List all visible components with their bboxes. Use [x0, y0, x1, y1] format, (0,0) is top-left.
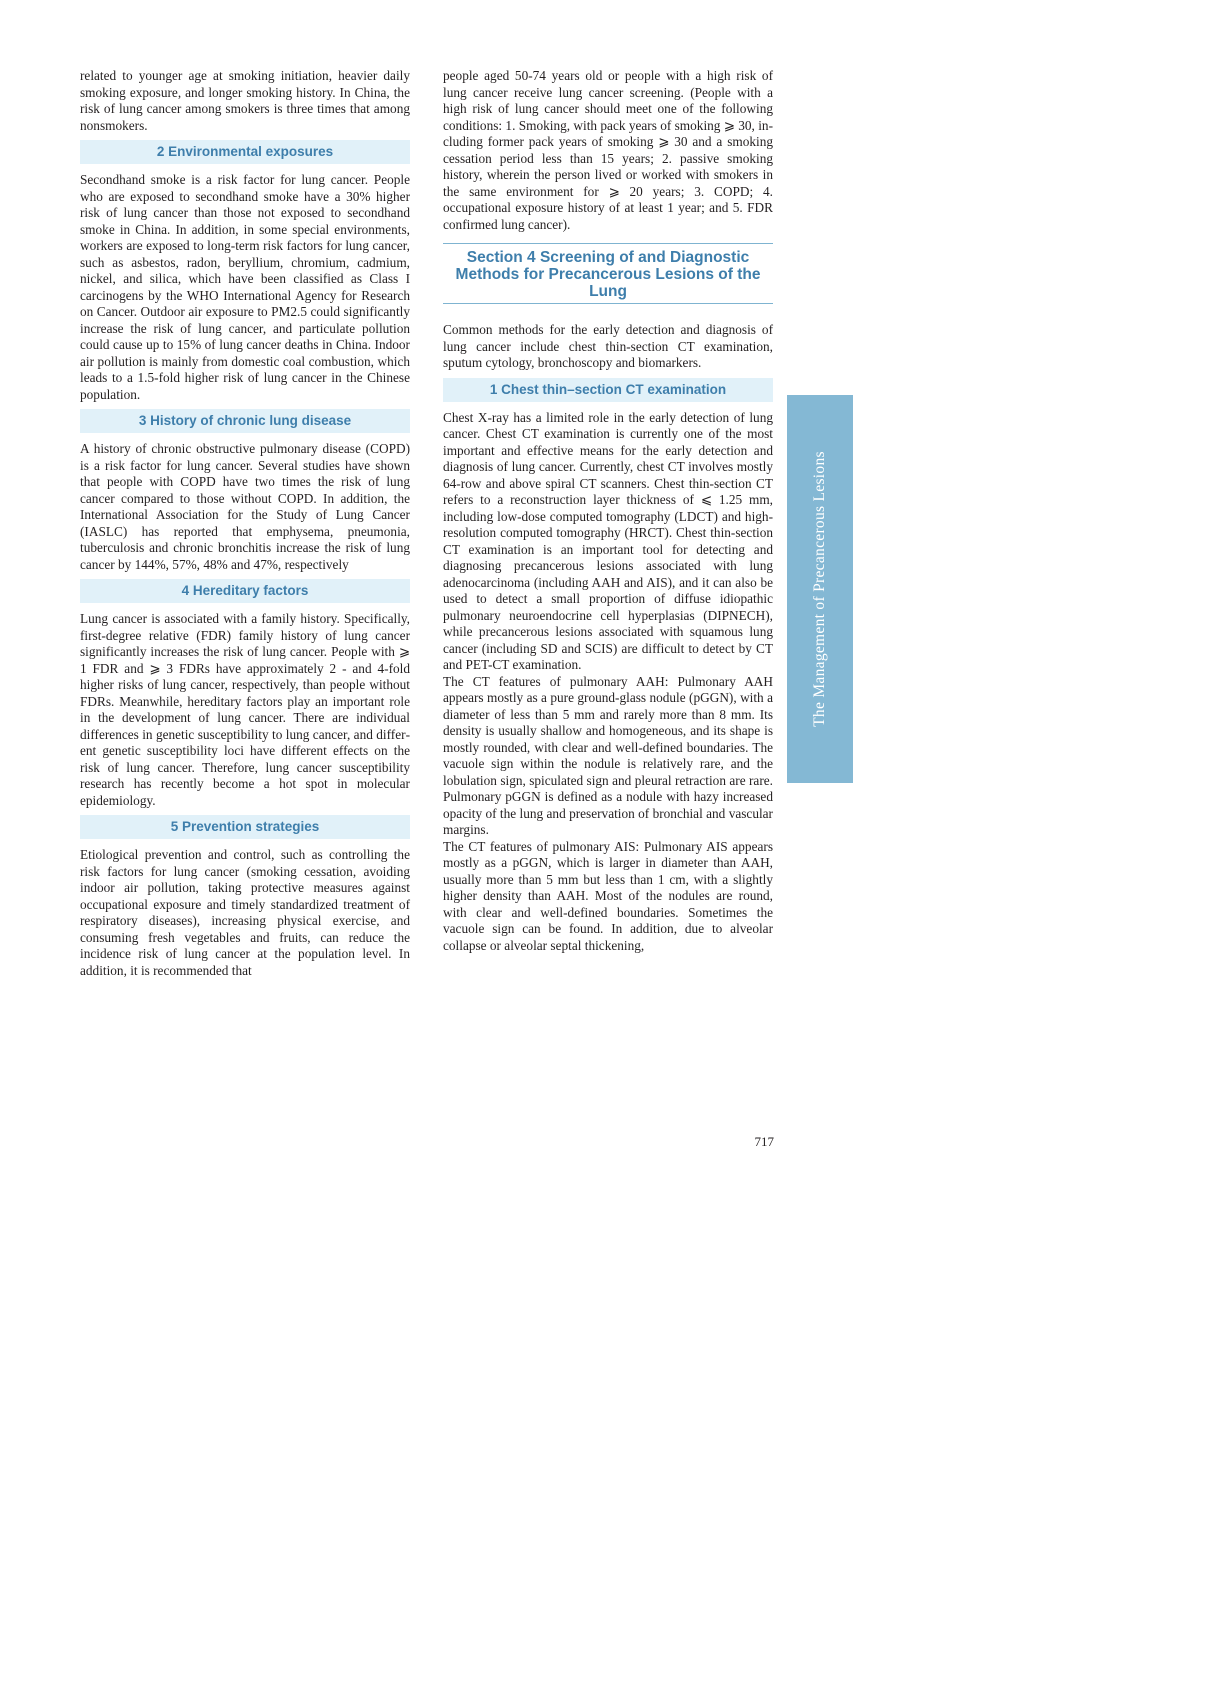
heading-prevention-strategies: 5 Prevention strategies: [80, 815, 410, 839]
side-tab: [787, 395, 853, 783]
heading-hereditary-factors: 4 Hereditary factors: [80, 579, 410, 603]
right-column: [443, 68, 773, 954]
left-intro-paragraph: related to younger age at smoking initiation, heavier daily smoking exposure, and longer smoking history. In China, the risk of lung cancer among smokers is three times that among nonsmokers.: [80, 68, 410, 133]
ct-paragraph-3: The CT features of pulmonary AIS: Pulmonary AIS appears mostly as a pGGN, which is larger in diameter than AAH, usually more than 5 mm but less than 1 cm, with a slightly higher density than AAH. Most of the nodules are round, with clear and well-defined boundaries. Sometimes the vacuole sign can be found. In addition, due to alveolar collapse or alveolar septal thickening,: [443, 838, 773, 953]
ct-paragraph-2: The CT features of pulmonary AAH: Pulmonary AAH appears mostly as a pure ground-glass nodule (pGGN), with a diameter of less than 5 mm and rarely more than 8 mm. Its density is usually shallow and homogeneous, and its shape is mostly rounded, with clear and well-defined boundaries. The vacuole sign within the nodule is relatively rare, and the lobulation sign, spiculated sign and pleural retraction are rare. Pulmonary pGGN is defined as a nodule with hazy increased opacity of the lung and preservation of bronchial and vascular margins.: [443, 673, 773, 837]
side-tab-label: The Management of Precancerous Lesions: [811, 451, 828, 727]
section-intro-paragraph: Common methods for the early detection and diagnosis of lung cancer include chest thin-section CT examination, sputum cytology, bronchoscopy and biomarkers.: [443, 322, 773, 370]
section-title: Section 4 Screening of and Diagnostic Methods for Precancerous Lesions of the Lung: [443, 243, 773, 304]
environmental-paragraph: Secondhand smoke is a risk factor for lung cancer. People who are exposed to secondhand smoke have a 30% higher risk of lung cancer than those not exposed to secondhand smoke in China. In addition, in some special environments, workers are exposed to long-term risk factors for lung cancer, such as asbestos, radon, beryllium, chromium, cadmium, nickel, and silica, which have been classified as Class I carcinogens by the WHO International Agency for Research on Cancer. Outdoor air exposure to PM2.5 could significantly increase the risk of lung cancer, and particulate pollution could cause up to 15% of lung cancer deaths in China. Indoor air pollution is mainly from domestic coal combustion, which leads to a 1.5-fold higher risk of lung cancer in the Chinese population.: [80, 172, 410, 402]
heading-chest-ct-examination: 1 Chest thin–section CT examination: [443, 378, 773, 402]
prevention-paragraph: Etiological prevention and control, such as controlling the risk factors for lung cancer (smoking cessation, avoiding indoor air pollution, taking protective measures against occupational exposure and timely standardized treatment of respiratory diseases), increasing physical exercise, and consuming fresh vegetables and fruits, can reduce the incidence risk of lung cancer at the population level. In addition, it is recommended that: [80, 847, 410, 978]
hereditary-paragraph: Lung cancer is associated with a family history. Specifically, first-degree relative (FDR) family history of lung cancer significantly increases the risk of lung cancer. People with ⩾ 1 FDR and ⩾ 3 FDRs have approximately 2 - and 4-fold higher risks of lung cancer, respectively, than people without FDRs. Meanwhile, hereditary factors play an important role in the development of lung cancer. There are individual differences in genetic susceptibility to lung cancer, and different genetic susceptibility loci have different effects on the risk of lung cancer. Therefore, lung cancer susceptibility research has recently become a hot spot in molecular epidemiology.: [80, 611, 410, 808]
page-number: 717: [754, 1134, 774, 1149]
heading-environmental-exposures: 2 Environmental exposures: [80, 140, 410, 164]
right-intro-paragraph: people aged 50-74 years old or people with a high risk of lung cancer receive lung cancer screening. (People with a high risk of lung cancer should meet one of the following conditions: 1. Smoking, with pack years of smoking ⩾ 30, including former pack years of smoking ⩾ 30 and a smoking cessation period less than 15 years; 2. passive smoking history, wherein the person lived or worked with smokers in the same environment for ⩾ 20 years; 3. COPD; 4. occupational exposure history of at least 1 year; and 5. FDR confirmed lung cancer).: [443, 68, 773, 232]
heading-chronic-lung-disease: 3 History of chronic lung disease: [80, 409, 410, 433]
chronic-paragraph: A history of chronic obstructive pulmonary disease (COPD) is a risk factor for lung cancer. Several studies have shown that people with COPD have two times the risk of lung cancer compared to those without COPD. In addition, the International Association for the Study of Lung Cancer (IASLC) has reported that emphysema, pneumonia, tuberculosis and chronic bronchitis increase the risk of lung cancer by 144%, 57%, 48% and 47%, respectively: [80, 441, 410, 572]
ct-paragraph-1: Chest X-ray has a limited role in the early detection of lung cancer. Chest CT examination is currently one of the most important and effective means for the early detection and diagnosis of lung cancer. Currently, chest CT involves mostly 64-row and above spiral CT scanners. Chest thin-section CT refers to a reconstruction layer thickness of ⩽ 1.25 mm, including low-dose computed tomography (LDCT) and high-resolution computed tomography (HRCT). Chest thin-section CT examination is an important tool for detecting and diagnosing precancerous lesions associated with lung adenocarcinoma (including AAH and AIS), and it can also be used to detect a small proportion of diffuse idiopathic pulmonary neuroendocrine cell hyperplasias (DIPNECH), while precancerous lesions associated with squamous lung cancer (including SD and SCIS) are difficult to detect by CT and PET-CT examination.: [443, 409, 773, 672]
left-column: [80, 68, 410, 979]
